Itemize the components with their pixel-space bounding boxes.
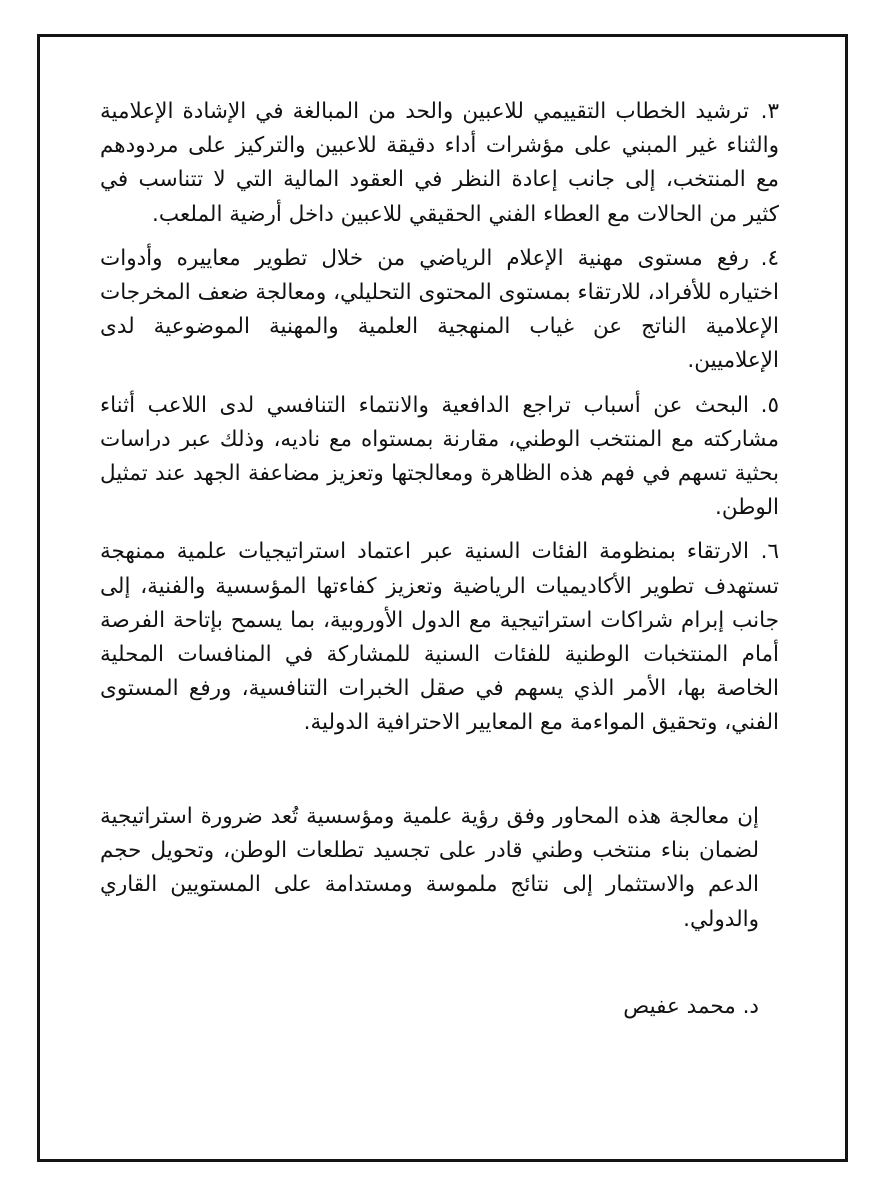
signature: د. محمد عفيص: [623, 994, 759, 1019]
recommendations-list: [100, 95, 779, 741]
item-text: الارتقاء بمنظومة الفئات السنية عبر اعتماد استراتيجيات علمية ممنهجة تستهدف تطوير الأكاديميات الرياضية وتعزيز كفاءتها المؤسسية والفنية، إلى جانب إبرام شراكات استراتيجية مع الدول الأوروبية، بما يسمح بإتاحة الفرصة أمام المنتخبات الوطنية للفئات السنية للمشاركة في المنافسات المحلية الخاصة بها، الأمر الذي يسهم في صقل الخبرات التنافسية، ورفع المستوى الفني، وتحقيق المواءمة مع المعايير الاحترافية الدولية.: [100, 539, 779, 736]
item-text: رفع مستوى مهنية الإعلام الرياضي من خلال تطوير معاييره وأدوات اختياره للأفراد، للارتقاء بمستوى المحتوى التحليلي، ومعالجة ضعف المخرجات الإعلامية الناتج عن غياب المنهجية العلمية والمهنية الموضوعية لدى الإعلاميين.: [100, 245, 779, 374]
closing-paragraph: إن معالجة هذه المحاور وفق رؤية علمية ومؤسسية تُعد ضرورة استراتيجية لضمان بناء منتخب وطني قادر على تجسيد تطلعات الوطن، وتحويل حجم الدعم والاستثمار إلى نتائج ملموسة ومستدامة على المستويين القاري والدولي.: [100, 804, 759, 932]
item-number: ٣.: [760, 99, 779, 124]
list-item: [100, 242, 779, 379]
item-number: ٤.: [760, 245, 779, 271]
list-item: [100, 535, 779, 740]
list-item: [100, 95, 779, 232]
item-number: ٥.: [760, 392, 779, 418]
item-number: ٦.: [760, 539, 779, 565]
item-text: البحث عن أسباب تراجع الدافعية والانتماء التنافسي لدى اللاعب أثناء مشاركته مع المنتخب الوطني، مقارنة بمستواه مع ناديه، وذلك عبر دراسات بحثية تسهم في فهم هذه الظاهرة ومعالجتها وتعزيز مضاعفة الجهد عند تمثيل الوطن.: [100, 392, 779, 521]
item-text: ترشيد الخطاب التقييمي للاعبين والحد من المبالغة في الإشادة الإعلامية والثناء غير المبني على مؤشرات أداء دقيقة للاعبين والتركيز على مردودهم مع المنتخب، إلى جانب إعادة النظر في العقود المالية التي لا تتناسب في كثير من الحالات مع العطاء الفني الحقيقي للاعبين داخل أرضية الملعب.: [100, 99, 779, 227]
list-item: [100, 389, 779, 526]
